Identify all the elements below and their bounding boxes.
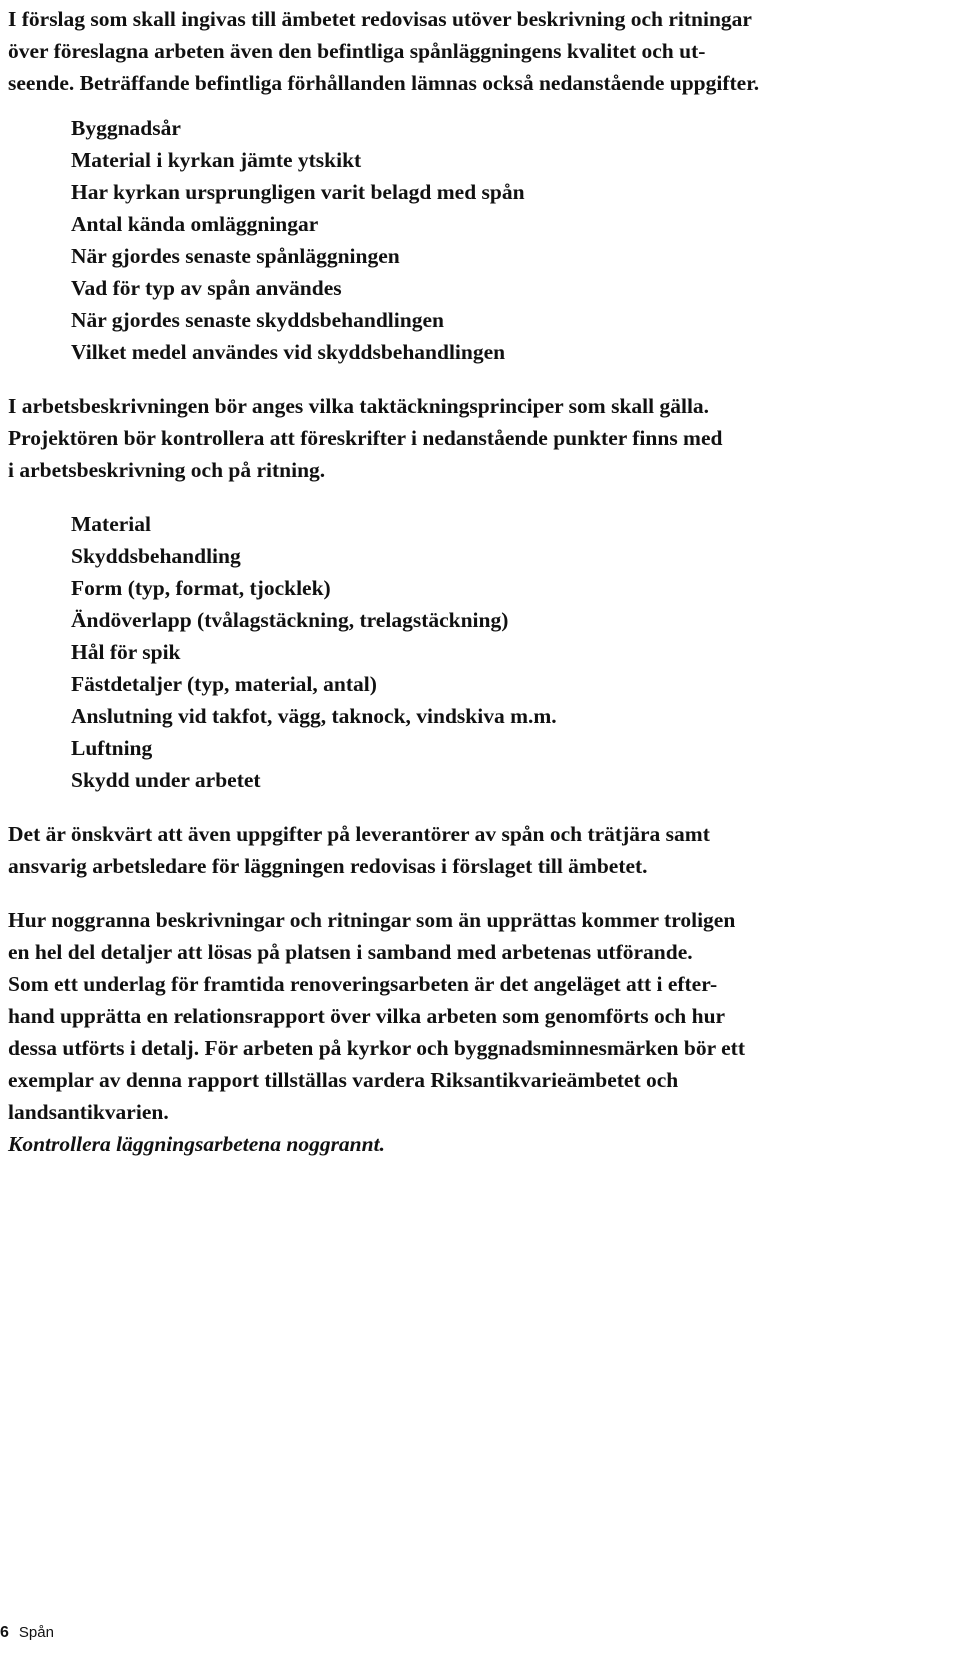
- report-paragraph: [8, 904, 938, 1128]
- check-points-list: [8, 508, 938, 796]
- list-item: Antal kända omläggningar: [71, 212, 319, 236]
- list-item: När gjordes senaste skyddsbehandlingen: [71, 308, 444, 332]
- list-item: Har kyrkan ursprungligen varit belagd med spån: [71, 180, 525, 204]
- work-description-line: Projektören bör kontrollera att föreskrifter i nedanstående punkter finns med: [8, 426, 723, 450]
- suppliers-line: ansvarig arbetsledare för läggningen redovisas i förslaget till ämbetet.: [8, 854, 648, 878]
- work-description-line: I arbetsbeskrivningen bör anges vilka taktäckningsprinciper som skall gälla.: [8, 394, 710, 418]
- list-item: Hål för spik: [71, 640, 181, 664]
- list-item: Vad för typ av spån användes: [71, 276, 342, 300]
- report-line: Hur noggranna beskrivningar och ritningar som än upprättas kommer troligen: [8, 908, 736, 932]
- intro-line: I förslag som skall ingivas till ämbetet redovisas utöver beskrivning och ritningar: [8, 7, 752, 31]
- list-item: Material: [71, 512, 151, 536]
- document-page: [8, 0, 938, 1160]
- report-line: exemplar av denna rapport tillställas vardera Riksantikvarieämbetet och: [8, 1068, 679, 1092]
- existing-conditions-list: [8, 112, 938, 368]
- list-item: Form (typ, format, tjocklek): [71, 576, 331, 600]
- report-line: hand upprätta en relationsrapport över vilka arbeten som genomförts och hur: [8, 1004, 726, 1028]
- list-item: Material i kyrkan jämte ytskikt: [71, 148, 362, 172]
- suppliers-paragraph: [8, 818, 938, 882]
- list-item: Skydd under arbetet: [71, 768, 261, 792]
- report-line: en hel del detaljer att lösas på platsen i samband med arbetenas utförande.: [8, 940, 693, 964]
- list-item: När gjordes senaste spånläggningen: [71, 244, 400, 268]
- page-footer: [0, 1623, 54, 1643]
- suppliers-line: Det är önskvärt att även uppgifter på leverantörer av spån och trätjära samt: [8, 822, 710, 846]
- work-description-line: i arbetsbeskrivning och på ritning.: [8, 458, 326, 482]
- report-line: dessa utförts i detalj. För arbeten på kyrkor och byggnadsminnesmärken bör ett: [8, 1036, 745, 1060]
- list-item: Byggnadsår: [71, 116, 181, 140]
- closing-remark: Kontrollera läggningsarbetena noggrannt.: [8, 1132, 385, 1156]
- list-item: Ändöverlapp (tvålagstäckning, trelagstäckning): [71, 608, 509, 632]
- list-item: Vilket medel användes vid skyddsbehandlingen: [71, 340, 506, 364]
- intro-paragraph: [8, 3, 938, 99]
- list-item: Anslutning vid takfot, vägg, taknock, vindskiva m.m.: [71, 704, 557, 728]
- work-description-paragraph: [8, 390, 938, 486]
- intro-line: över föreslagna arbeten även den befintliga spånläggningens kvalitet och ut-: [8, 39, 706, 63]
- list-item: Skyddsbehandling: [71, 544, 241, 568]
- report-line: Som ett underlag för framtida renoveringsarbeten är det angeläget att i efter-: [8, 972, 718, 996]
- list-item: Fästdetaljer (typ, material, antal): [71, 672, 377, 696]
- report-line: landsantikvarien.: [8, 1100, 169, 1124]
- page-number: 6: [0, 1624, 9, 1641]
- list-item: Luftning: [71, 736, 153, 760]
- section-name: Spån: [18, 1624, 54, 1641]
- intro-line: seende. Beträffande befintliga förhållanden lämnas också nedanstående uppgifter.: [8, 71, 760, 95]
